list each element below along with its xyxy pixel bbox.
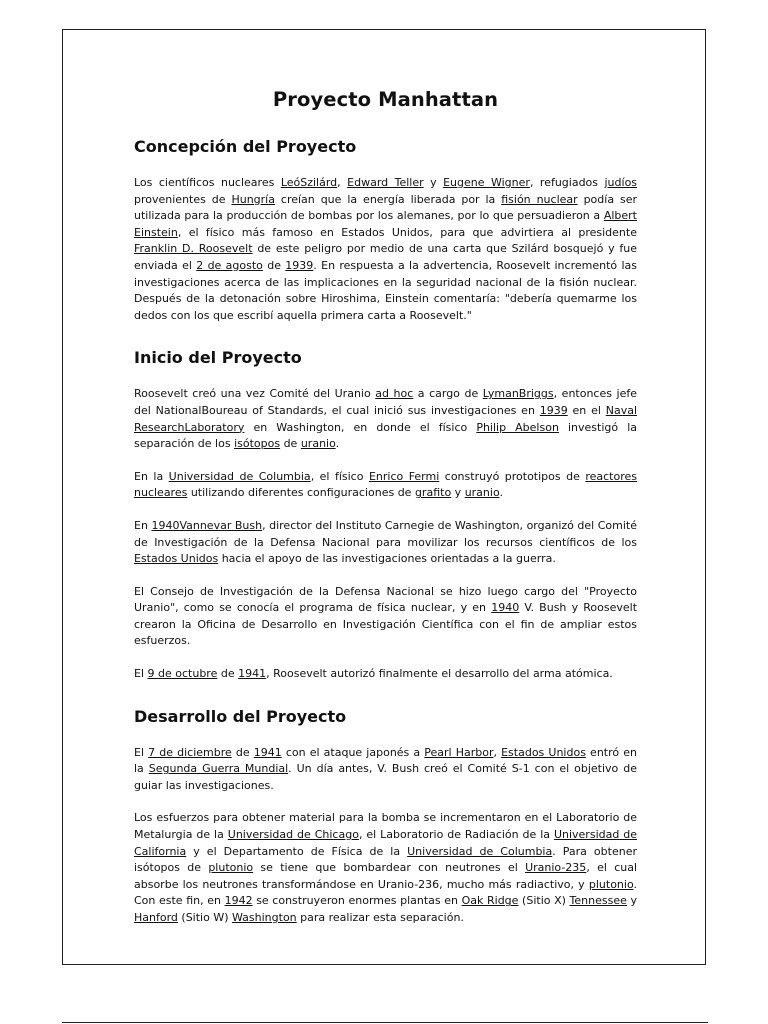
hyperlink[interactable]: plutonio	[588, 877, 634, 891]
text-run: En la	[134, 469, 169, 483]
text-run: en el	[567, 403, 606, 417]
text-run: podía ser utilizada para la producción de bombas por los alemanes, por lo que persuadieron a	[134, 192, 638, 223]
hyperlink[interactable]: Segunda Guerra Mundial	[148, 762, 289, 776]
text-run: (Sitio W)	[177, 911, 232, 924]
text-run: . Con este fin, en	[134, 877, 637, 908]
paragraph	[134, 584, 637, 650]
text-run: ,	[337, 176, 348, 189]
hyperlink[interactable]: fisión nuclear	[501, 192, 578, 206]
text-run: hacia el apoyo de las investigaciones orientadas a la guerra.	[218, 552, 556, 566]
hyperlink[interactable]: 1940	[151, 518, 180, 532]
text-run: con el ataque japonés a	[281, 745, 425, 759]
text-run: , Roosevelt autorizó finalmente el desarrollo del arma atómica.	[266, 667, 613, 681]
text-run: y	[423, 176, 444, 189]
hyperlink[interactable]: Naval ResearchLaboratory	[134, 403, 637, 434]
sections-container	[134, 137, 637, 927]
text-run: y	[626, 894, 638, 908]
bottom-divider	[62, 1022, 708, 1023]
hyperlink[interactable]: Albert Einstein	[134, 209, 637, 239]
text-run: de	[217, 667, 239, 681]
hyperlink[interactable]: 1939	[285, 258, 314, 272]
hyperlink[interactable]: uranio	[464, 486, 500, 500]
hyperlink[interactable]: Edward Teller	[347, 176, 424, 189]
hyperlink[interactable]: Eugene Wigner	[443, 176, 530, 189]
hyperlink[interactable]: Philip Abelson	[476, 420, 559, 434]
text-run: , director del Instituto Carnegie de Washington, organizó del Comité de Investigación de la Defensa Nacional para movilizar los recursos científicos de los	[134, 518, 637, 549]
text-run: (Sitio X)	[518, 894, 570, 908]
text-run: entró en la	[134, 745, 637, 776]
text-run: Los científicos nucleares	[134, 176, 281, 189]
hyperlink[interactable]: Vannevar Bush	[179, 518, 263, 532]
hyperlink[interactable]: Universidad de California	[134, 828, 637, 858]
hyperlink[interactable]: Franklin D. Roosevelt	[134, 242, 253, 256]
text-run: se tiene que bombardear con neutrones el	[253, 861, 526, 875]
text-run: se construyeron enormes plantas en	[252, 894, 462, 908]
hyperlink[interactable]: Hungría	[231, 192, 275, 206]
hyperlink[interactable]: Uranio-235	[525, 861, 587, 875]
text-run: Roosevelt creó una vez Comité del Uranio	[134, 387, 376, 401]
text-run: El	[134, 667, 148, 681]
text-run: , refugiados	[529, 176, 605, 189]
hyperlink[interactable]: Oak Ridge	[461, 894, 519, 908]
hyperlink[interactable]: 1942	[224, 894, 253, 908]
text-run: creían que la energía liberada por la	[274, 192, 502, 206]
hyperlink[interactable]: Enrico Fermi	[368, 469, 440, 483]
hyperlink[interactable]: 7 de diciembre	[148, 745, 232, 759]
text-run: .	[335, 437, 340, 451]
paragraph	[134, 518, 637, 568]
paragraph	[134, 469, 637, 502]
text-run: investigó la separación de los	[134, 420, 637, 451]
hyperlink[interactable]: Pearl Harbor	[424, 745, 494, 759]
section-heading: Inicio del Proyecto	[134, 348, 302, 368]
text-run: , entonces jefe del NationalBoureau of Standards, el cual inició sus investigaciones en	[134, 387, 637, 417]
hyperlink[interactable]: isótopos	[234, 437, 281, 451]
hyperlink[interactable]: uranio	[300, 437, 336, 451]
text-run: a cargo de	[413, 387, 483, 401]
text-run: . Para obtener isótopos de	[134, 844, 637, 875]
text-run: provenientes de	[134, 192, 232, 206]
hyperlink[interactable]: plutonio	[208, 861, 254, 875]
hyperlink[interactable]: LeóSzilárd	[280, 176, 338, 189]
text-run: El	[134, 745, 149, 759]
text-run: V. Bush y Roosevelt crearon la Oficina de Desarrollo en Investigación Científica con el fin de ampliar estos esfuerzos.	[134, 601, 638, 648]
text-run: . En respuesta a la advertencia, Roosevelt incrementó las investigaciones acerca de las implicaciones en la seguridad nacional de la fisión nuclear. Después de la detonación sobre Hiroshima, Einstein comentaría: "debería quemarme los dedos con los que escribí aquella primera carta a Roosevelt."	[134, 258, 637, 322]
document-title: Proyecto Manhattan	[272, 88, 499, 111]
text-run: de este peligro por medio de una carta que Szilárd bosquejó y fue enviada el	[134, 242, 638, 272]
text-run: . Un día antes, V. Bush creó el Comité S-1 con el objetivo de guiar las investigaciones.	[134, 762, 637, 792]
text-run: ,	[493, 745, 502, 759]
text-run: para realizar esta separación.	[296, 911, 464, 924]
hyperlink[interactable]: 1939	[539, 403, 568, 417]
text-run: .	[499, 486, 503, 500]
text-run: utilizando diferentes configuraciones de	[187, 486, 415, 500]
hyperlink[interactable]: judíos	[604, 176, 638, 189]
hyperlink[interactable]: Estados Unidos	[134, 552, 219, 566]
hyperlink[interactable]: 1941	[238, 667, 267, 681]
document-body	[134, 88, 637, 943]
paragraph	[134, 386, 637, 452]
hyperlink[interactable]: grafito	[414, 486, 452, 500]
text-run: , el físico	[310, 469, 369, 483]
hyperlink[interactable]: 1941	[253, 745, 282, 759]
section-heading: Desarrollo del Proyecto	[134, 706, 347, 726]
text-run: de	[262, 258, 286, 272]
hyperlink[interactable]: Universidad de Columbia	[168, 469, 311, 483]
hyperlink[interactable]: Hanford	[134, 911, 178, 924]
section-heading: Concepción del Proyecto	[134, 137, 357, 156]
paragraph	[134, 175, 637, 324]
hyperlink[interactable]: Universidad de Columbia	[407, 844, 553, 858]
hyperlink[interactable]: 1940	[491, 601, 520, 615]
text-run: , el cual absorbe los neutrones transformándose en Uranio-236, mucho más radiactivo, y	[134, 861, 638, 891]
hyperlink[interactable]: Tennessee	[569, 894, 627, 908]
paragraph	[134, 666, 637, 683]
text-run: construyó prototipos de	[439, 469, 586, 483]
text-run: , el físico más famoso en Estados Unidos, para que advirtiera al presidente	[177, 225, 637, 239]
hyperlink[interactable]: 2 de agosto	[196, 258, 263, 272]
hyperlink[interactable]: ad hoc	[375, 387, 414, 401]
text-run: de	[231, 745, 254, 759]
hyperlink[interactable]: Washington	[232, 911, 297, 924]
text-run: En	[134, 518, 152, 532]
text-run: y	[451, 486, 465, 500]
text-run: en Washington, en donde el físico	[244, 420, 477, 434]
hyperlink[interactable]: reactores nucleares	[134, 469, 637, 500]
text-run: Los esfuerzos para obtener material para la bomba se incrementaron en el Laboratorio de Metalurgia de la	[134, 811, 637, 842]
text-run: , el Laboratorio de Radiación de la	[358, 828, 554, 842]
hyperlink[interactable]: Estados Unidos	[501, 745, 586, 759]
hyperlink[interactable]: 9 de octubre	[147, 667, 218, 681]
text-run: El Consejo de Investigación de la Defensa Nacional se hizo luego cargo del "Proyecto Uranio", como se conocía el programa de física nuclear, y en	[134, 584, 637, 615]
text-run: de	[280, 437, 301, 451]
hyperlink[interactable]: Universidad de Chicago	[227, 828, 359, 842]
text-run: y el Departamento de Física de la	[186, 844, 408, 858]
paragraph	[134, 745, 637, 795]
paragraph	[134, 810, 637, 926]
hyperlink[interactable]: LymanBriggs	[482, 387, 554, 401]
